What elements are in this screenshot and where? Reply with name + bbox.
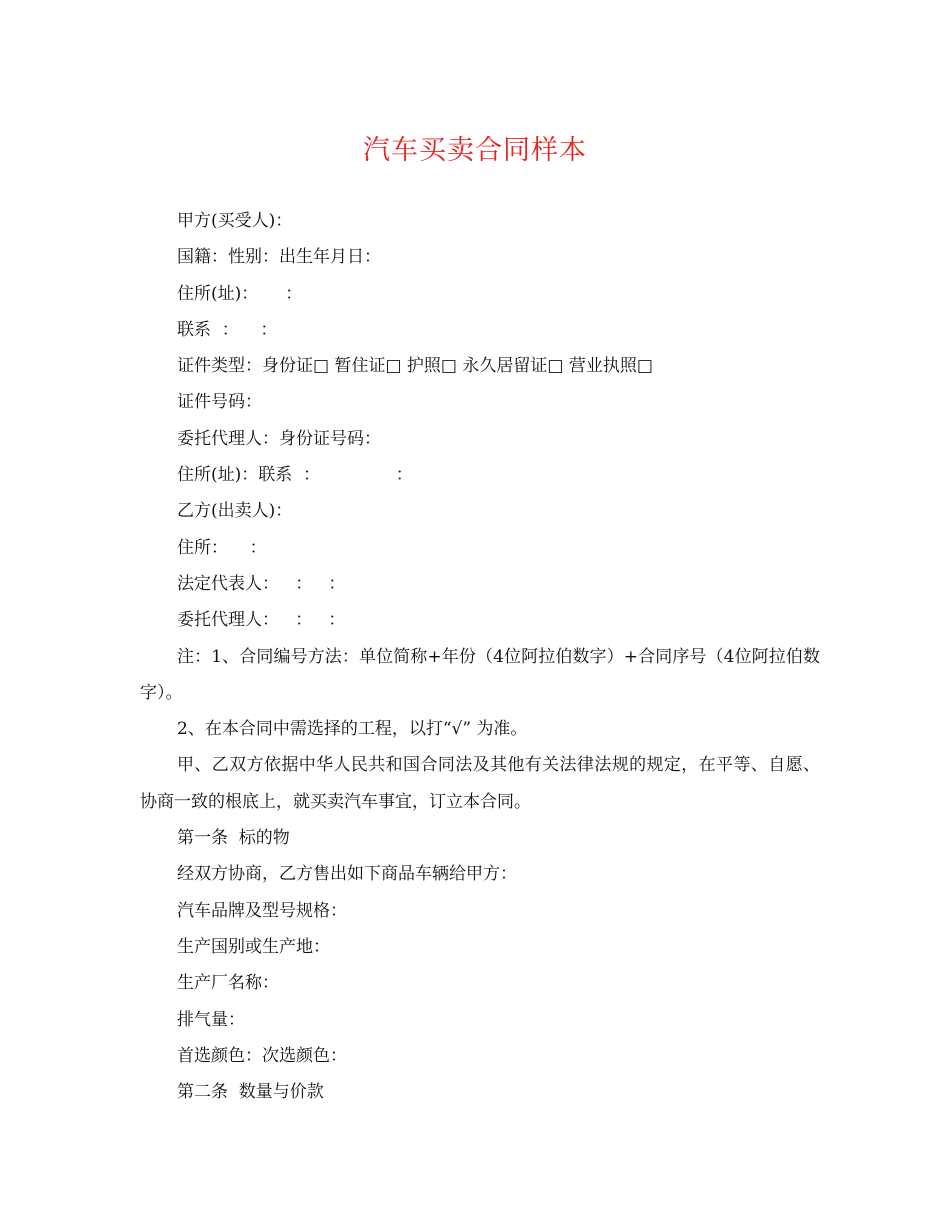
buyer-agent-line: 委托代理人：身份证号码： <box>177 428 381 449</box>
seller-agent-line: 委托代理人： ： ： <box>177 610 346 631</box>
origin-line: 生产国别或生产地： <box>177 936 330 957</box>
seller-label: 乙方(出卖人)： <box>177 501 293 522</box>
agent-address-line: 住所(址)：联系 ： ： <box>177 465 413 486</box>
buyer-contact-line: 联系 ： ： <box>177 319 278 340</box>
article-2-heading: 第二条 数量与价款 <box>177 1082 324 1103</box>
displacement-line: 排气量： <box>177 1009 245 1030</box>
id-number-line: 证件号码： <box>177 392 262 413</box>
article-1-intro: 经双方协商，乙方售出如下商品车辆给甲方： <box>177 864 517 885</box>
document-body <box>140 203 820 1110</box>
legal-representative-line: 法定代表人： ： ： <box>177 573 346 594</box>
nationality-line: 国籍：性别：出生年月日： <box>177 247 381 268</box>
manufacturer-line: 生产厂名称： <box>177 973 279 994</box>
note-paragraph-2: 2、在本合同中需选择的工程，以打“√” 为准。 <box>177 719 528 740</box>
article-1-heading: 第一条 标的物 <box>177 828 290 849</box>
seller-address-line: 住所： ： <box>177 537 267 558</box>
buyer-address-line: 住所(址)： ： <box>177 283 303 304</box>
id-type-line: 证件类型：身份证□ 暂住证□ 护照□ 永久居留证□ 营业执照□ <box>177 356 653 377</box>
color-line: 首选颜色：次选颜色： <box>177 1045 347 1066</box>
document-title: 汽车买卖合同样本 <box>363 135 587 166</box>
brand-model-line: 汽车品牌及型号规格： <box>177 900 347 921</box>
buyer-label: 甲方(买受人)： <box>177 211 293 231</box>
note-paragraph-1: 注：1、合同编号方法：单位简称+年份（4位阿拉伯数字）+合同序号（4位阿拉伯数字）。 <box>140 646 820 703</box>
preamble-paragraph: 甲、乙双方依据中华人民共和国合同法及其他有关法律法规的规定，在平等、自愿、协商一致的根底上，就买卖汽车事宜，订立本合同。 <box>140 755 820 812</box>
